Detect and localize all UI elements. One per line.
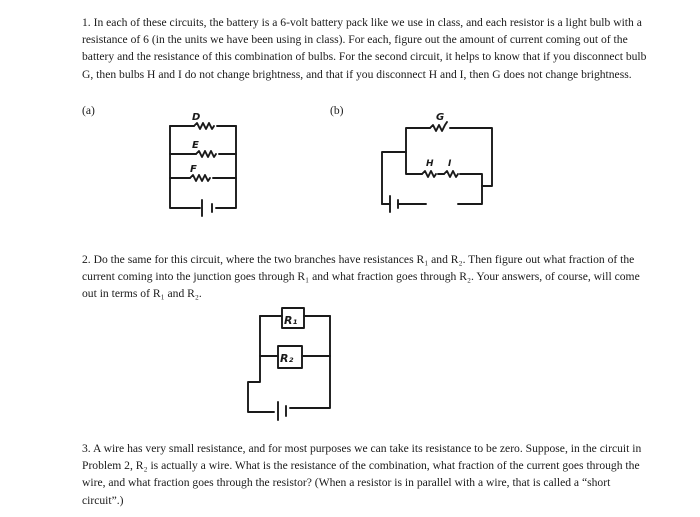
circuit-b-diagram [378, 108, 508, 228]
r2-label: R₂ [280, 352, 294, 365]
problem-3-text: 3. A wire has very small resistance, and for most purposes we can take its resistance to be zero. Suppose, in the circuit in Problem 2, R₂ is actually a wire. What is the resistance of the combination, what fraction of the current goes through the wire, and what fraction goes through the resistor? (When a resistor is in parallel with a wire, that is called a “short circuit”.) [82, 442, 642, 507]
bulb-d-label: D [192, 112, 201, 123]
bulb-g-label: G [436, 112, 445, 123]
bulb-i-label: I [448, 159, 452, 169]
bulb-e-label: E [192, 140, 199, 151]
bulb-f-label: F [190, 164, 197, 175]
problem-2-text: 2. Do the same for this circuit, where the two branches have resistances R₁ and R₂. Then figure out what fraction of the current coming into the junction goes through R₁ and what fraction goes through R₂. Your answers, of course, will come out in terms of R₁ and R₂. [82, 253, 640, 301]
r1-label: R₁ [284, 314, 298, 327]
bulb-h-label: H [426, 159, 434, 169]
problem-1-text: 1. In each of these circuits, the battery is a 6-volt battery pack like we use in class, and each resistor is a light bulb with a resistance of 6 (in the units we have been using in class). For each, figure out the amount of current coming out of the battery and the resistance of this combination of bulbs. For the second circuit, it helps to know that if you disconnect bulb G, then bulbs H and I do not change brightness, and that if you disconnect H and I, then G does not change brightness. [82, 16, 647, 81]
part-b-label: (b) [330, 104, 344, 117]
circuit-2-diagram [238, 302, 348, 422]
part-a-label: (a) [82, 104, 95, 117]
circuit-a-diagram [160, 108, 250, 228]
